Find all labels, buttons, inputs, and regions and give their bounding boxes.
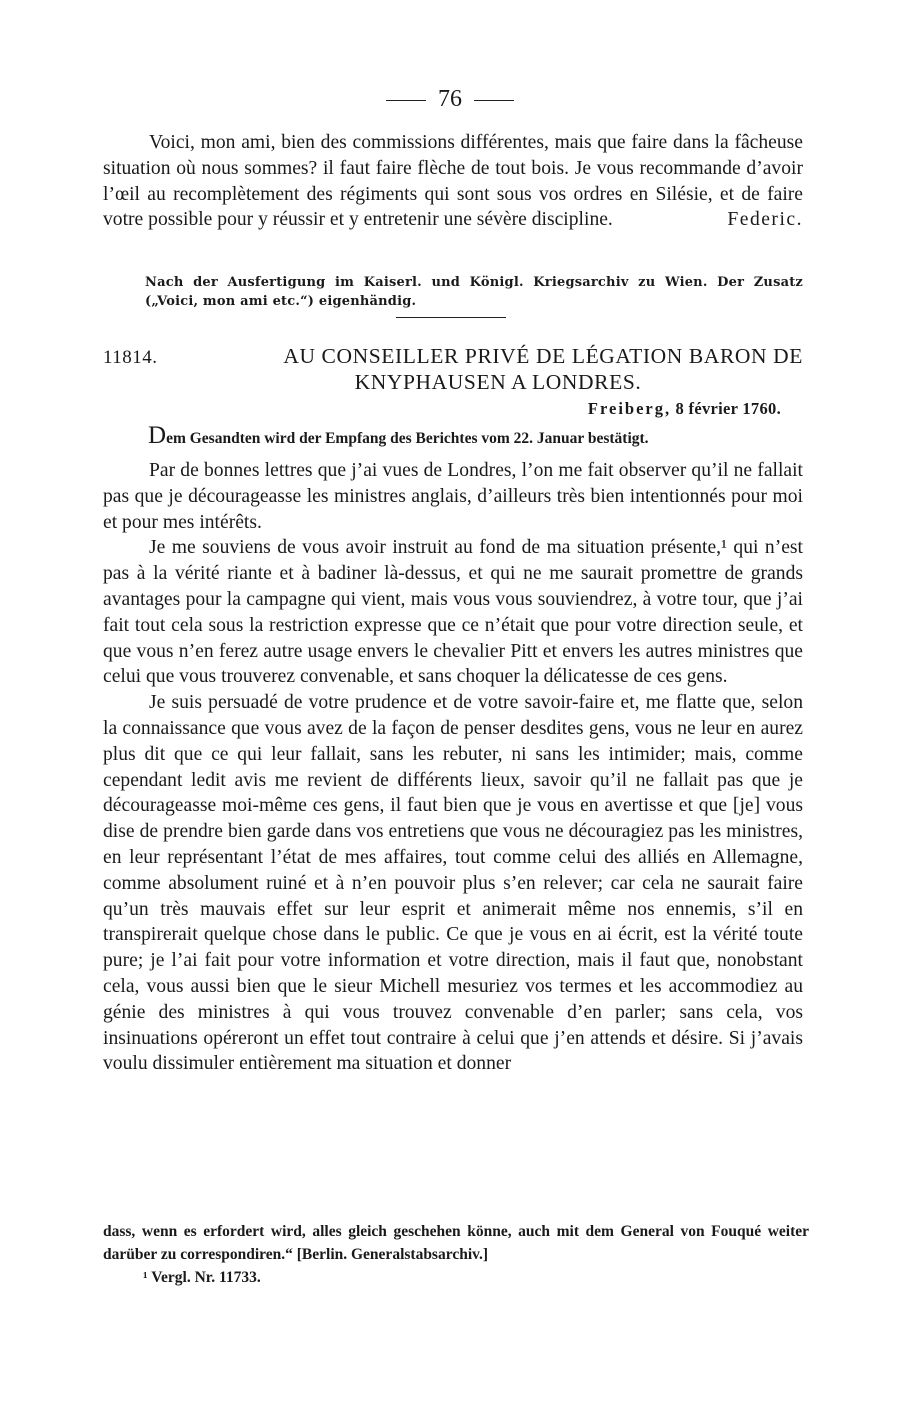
page-number-line [0,86,900,113]
summary-text: em Gesandten wird der Empfang des Berichtes vom 22. Januar bestätigt. [166,430,649,447]
page-number-dash-right [474,100,514,101]
source-note-text: Nach der Ausfertigung im Kaiserl. und Königl. Kriegsarchiv zu Wien. Der Zusatz („Voici, mon ami etc.“) eigenhändig. [145,275,803,309]
page-number-dash-left [386,100,426,101]
summary-initial: D [148,422,167,449]
letter-paragraph-2: Je me souviens de vous avoir instruit au fond de ma situation présente,¹ qui n’est pas à la vérité riante et à badiner là-dessus, et qui ne me saurait promettre de grands avantages pour la campagne qui vient, mais vous vous souviendrez, à votre tour, que j’ai fait tout cela sous la restriction expresse que ce n’était que pour votre direction seule, et que vous n’en ferez autre usage envers le chevalier Pitt et envers les autres ministres que celui que vous trouverez convenable, et sans choquer la délicatesse de ces gens. [103,537,803,688]
intro-paragraph [103,130,803,233]
letter-heading [103,343,803,395]
letter-paragraph-3: Je suis persuadé de votre prudence et de votre savoir-faire et, me flatte que, selon la connaissance que vous avez de la façon de penser desdites gens, vous ne leur en aurez plus dit que ce qui leur fallait, sans les rebuter, ni sans les intimider; mais, comme cependant ledit avis me revient de différents lieux, savoir qu’il ne fallait pas que je décourageasse moi-même ces gens, il faut bien que je vous en avertisse et que [je] vous dise de prendre bien garde dans vos entretiens que vous ne découragiez pas les ministres, en leur représentant l’état de mes affaires, tout comme celui des alliés en Allemagne, comme absolument ruiné et à n’en pouvoir plus s’en relever; car cela ne saurait faire qu’un très mauvais effet sur leur esprit et animerait même nos ennemis, s’il en transpirerait quelque chose dans le public. Ce que je vous en ai écrit, est la vérité toute pure; je l’ai fait pour votre information et votre direction, mais il faut que, nonobstant cela, vous aussi bien que le sieur Michell mesuriez vos termes et les accommodiez au génie des ministres à qui vous trouvez convenable d’en parler; sans cela, vos insinuations opéreront un effet tout contraire à celui que j’en attends et désire. Si j’avais voulu dissimuler entièrement ma situation et donner [103,692,803,1075]
section-divider [396,317,506,318]
signature: Federic. [727,209,803,231]
source-note [103,273,803,311]
letter-paragraph-1: Par de bonnes lettres que j’ai vues de Londres, l’on me fait observer qu’il ne fallait pas que je décourageasse les ministres anglais, d’ailleurs très bien intentionnés pour moi et pour mes intérêts. [103,460,803,533]
heading-line-1: AU CONSEILLER PRIVÉ DE LÉGATION BARON DE [283,344,803,368]
footnote-1: ¹ Vergl. Nr. 11733. [143,1269,261,1286]
dateline-date: 8 février 1760. [675,399,781,418]
intro-text: Voici, mon ami, bien des commissions différentes, mais que faire dans la fâcheuse situation où nous sommes? il faut faire flèche de tout bois. Je vous recommande d’avoir l’œil au recomplètement des régiments qui sont sous vos ordres en Silésie, et de faire votre possible pour y réussir et y entretenir une sévère discipline. [103,132,803,231]
dateline [103,399,781,419]
letter-number: 11814. [103,347,158,368]
dateline-place: Freiberg, [587,399,672,418]
footnotes [103,1220,809,1289]
page-number: 76 [438,86,462,112]
footnote-continuation: dass, wenn es erfordert wird, alles gleich geschehen könne, auch mit dem General von Fouqué weiter darüber zu correspondiren.“ [Berlin. Generalstabsarchiv.] [103,1223,809,1263]
heading-line-2: KNYPHAUSEN A LONDRES. [354,370,642,394]
letter-summary [148,424,808,451]
letter-body [103,458,803,1077]
